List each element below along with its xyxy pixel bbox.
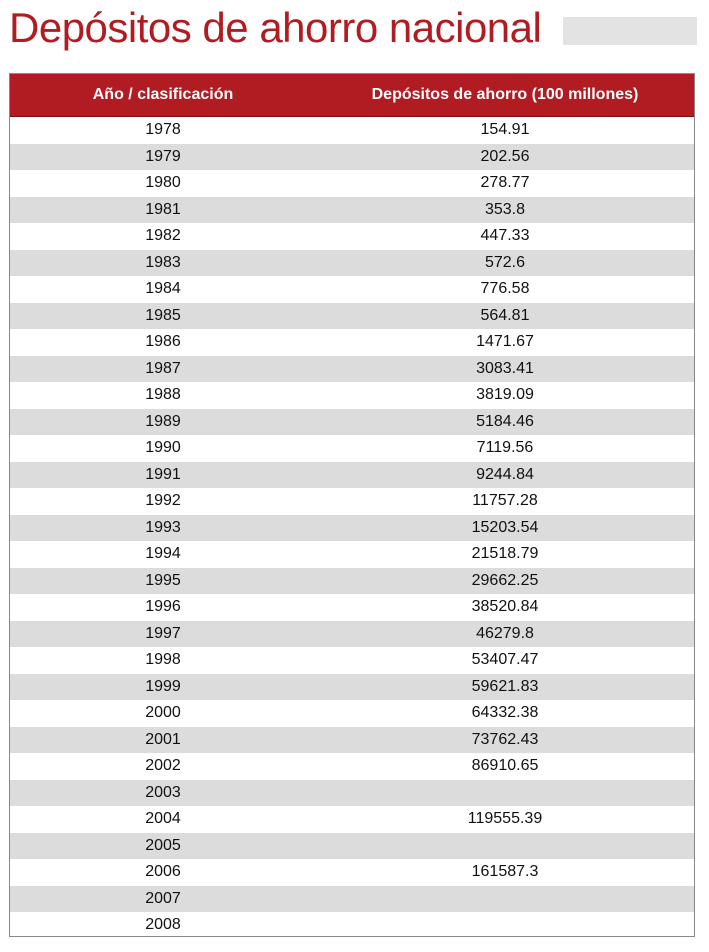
cell-deposits: 29662.25 — [471, 571, 539, 589]
cell-year: 1981 — [145, 200, 181, 218]
table-row — [10, 250, 694, 277]
cell-year: 2005 — [145, 836, 181, 854]
table-row — [10, 117, 694, 144]
cell-year: 1987 — [145, 359, 181, 377]
cell-year: 2006 — [145, 863, 181, 880]
cell-year: 2008 — [145, 916, 181, 933]
cell-deposits: 119555.39 — [467, 810, 543, 827]
cell-deposits: 353.8 — [484, 200, 526, 218]
table-row — [10, 647, 694, 674]
table-row — [10, 303, 694, 330]
table-row — [10, 409, 694, 436]
cell-year: 1980 — [145, 174, 181, 191]
cell-year: 1996 — [145, 598, 181, 615]
cell-deposits: 38520.84 — [471, 598, 539, 615]
table-row — [10, 886, 694, 913]
table-row — [10, 541, 694, 568]
table-row — [10, 700, 694, 727]
cell-deposits: 161587.3 — [471, 863, 539, 880]
cell-deposits: 7119.56 — [476, 439, 534, 456]
table-row — [10, 859, 694, 886]
table-row — [10, 515, 694, 542]
cell-year: 1993 — [145, 518, 181, 536]
table-row — [10, 806, 694, 833]
cell-year: 2002 — [145, 757, 181, 774]
table-row — [10, 488, 694, 515]
table-row — [10, 568, 694, 595]
table-header — [10, 74, 694, 117]
cell-year: 2000 — [145, 704, 181, 721]
cell-year: 1978 — [145, 121, 181, 138]
cell-deposits: 15203.54 — [471, 518, 539, 536]
cell-deposits: 202.56 — [480, 147, 530, 165]
table-row — [10, 144, 694, 171]
cell-year: 1994 — [145, 545, 181, 562]
cell-year: 2007 — [145, 889, 181, 907]
cell-year: 1984 — [145, 280, 181, 297]
cell-year: 1999 — [145, 677, 181, 695]
cell-year: 1979 — [145, 147, 181, 165]
cell-deposits: 154.91 — [480, 121, 530, 138]
cell-year: 1992 — [145, 492, 181, 509]
column-header-year: Año / clasificación — [92, 86, 234, 103]
cell-deposits: 9244.84 — [476, 465, 534, 483]
cell-deposits: 46279.8 — [476, 624, 534, 642]
table-row — [10, 912, 694, 937]
cell-year: 1997 — [145, 624, 181, 642]
cell-year: 2001 — [145, 730, 181, 748]
table-body — [10, 117, 694, 937]
table-row — [10, 276, 694, 303]
column-header-deposits: Depósitos de ahorro (100 millones) — [371, 86, 639, 103]
table-row — [10, 594, 694, 621]
cell-year: 1985 — [145, 306, 181, 324]
table-row — [10, 356, 694, 383]
cell-deposits: 1471.67 — [476, 333, 534, 350]
cell-deposits: 53407.47 — [471, 651, 539, 668]
table-row — [10, 462, 694, 489]
cell-deposits: 564.81 — [480, 306, 530, 324]
cell-deposits: 21518.79 — [471, 545, 539, 562]
cell-deposits: 86910.65 — [471, 757, 539, 774]
table-row — [10, 197, 694, 224]
table-row — [10, 780, 694, 807]
table-row — [10, 435, 694, 462]
cell-year: 1990 — [145, 439, 181, 456]
cell-deposits: 776.58 — [480, 280, 530, 297]
cell-deposits: 64332.38 — [471, 704, 539, 721]
cell-year: 1995 — [145, 571, 181, 589]
cell-year: 2003 — [145, 783, 181, 801]
table-row — [10, 833, 694, 860]
cell-year: 1998 — [145, 651, 181, 668]
table-row — [10, 621, 694, 648]
cell-deposits: 5184.46 — [476, 412, 534, 430]
table-row — [10, 753, 694, 780]
cell-deposits: 278.77 — [480, 174, 530, 191]
table-row — [10, 170, 694, 197]
table-row — [10, 727, 694, 754]
cell-year: 1988 — [145, 386, 181, 403]
cell-year: 1982 — [145, 227, 181, 244]
cell-deposits: 3083.41 — [476, 359, 534, 377]
title-decorative-bar — [563, 17, 697, 45]
cell-year: 1983 — [145, 253, 181, 271]
cell-year: 1991 — [145, 465, 181, 483]
cell-year: 1986 — [145, 333, 181, 350]
savings-table — [9, 73, 695, 937]
cell-year: 2004 — [145, 810, 181, 827]
cell-year: 1989 — [145, 412, 181, 430]
table-row — [10, 382, 694, 409]
cell-deposits: 11757.28 — [472, 492, 538, 509]
table-row — [10, 674, 694, 701]
table-row — [10, 223, 694, 250]
cell-deposits: 572.6 — [484, 253, 526, 271]
table-row — [10, 329, 694, 356]
cell-deposits: 59621.83 — [471, 677, 539, 695]
cell-deposits: 447.33 — [480, 227, 530, 244]
page-title: Depósitos de ahorro nacional — [9, 4, 542, 51]
cell-deposits: 3819.09 — [476, 386, 534, 403]
cell-deposits: 73762.43 — [471, 730, 539, 748]
